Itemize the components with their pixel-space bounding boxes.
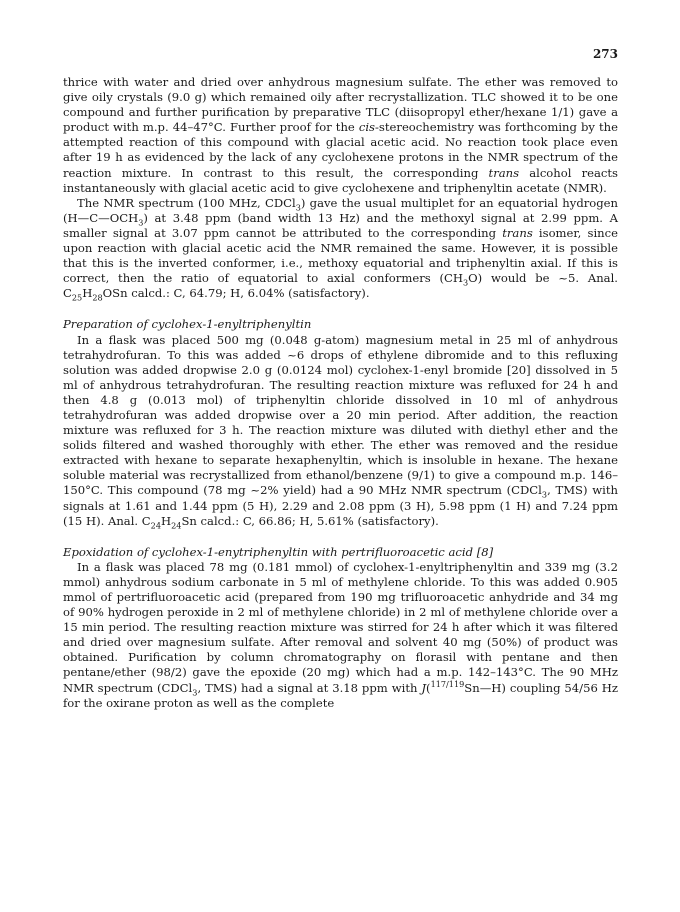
paragraph-nmr-spectrum: The NMR spectrum (100 MHz, CDCl$_3$) gave the usual multiplet for an equatorial hydrogen $(H—C—OCH_3)$ at 3.48 ppm (band width 13 Hz) and the methoxyl signal at 2.99 ppm. A smaller signal at 3.07 ppm cannot be attributed to the corresponding trans isomer, since upon reaction with glacial acetic acid the NMR remained the same. However, it is possible that this is the inverted conformer, i.e., methoxy equatorial and triphenyltin axial. If this is correct, then the ratio of equatorial to axial conformers $(CH_3O)$ would be ~5. Anal. $C_{25}H_{28}OSn$ calcd.: C, 64.79; H, 6.04% (satisfactory).: [63, 195, 619, 303]
paragraph-continued: thrice with water and dried over anhydrous magnesium sulfate. The ether was removed to give oily crystals (9.0 g) which remained oily after recrystallization. TLC showed it to be one compound and further purification by preparative TLC (diisopropyl ether/hexane 1/1) gave a product with m.p. 44–47°C. Further proof for the cis-stereochemistry was forthcoming by the attempted reaction of this compound with glacial acetic acid. No reaction took place even after 19 h as evidenced by the lack of any cyclohexene protons in the NMR spectrum of the reaction mixture. In contrast to this result, the corresponding trans alcohol reacts instantaneously with glacial acetic acid to give cyclohexene and triphenyltin acetate (NMR).: [63, 75, 618, 195]
paragraph-epoxidation: In a flask was placed 78 mg (0.181 mmol) of cyclohex-1-enyltriphenyltin and 339 mg (3.2 mmol) anhydrous sodium carbonate in 5 ml of methylene chloride. To this was added 0.905 mmol of pertrifluoroacetic acid (prepared from 190 mg trifluoroacetic anhydride and 34 mg of 90% hydrogen peroxide in 2 ml of methylene chloride) in 2 ml of methylene chloride over a 15 min period. The resulting reaction mixture was stirred for 24 h after which it was filtered and dried over magnesium sulfate. After removal and solvent 40 mg (50%) of product was obtained. Purification by column chromatography on florasil with pentane and then pentane/ether (98/2) gave the epoxide (20 mg) which had a m.p. 142–143°C. The 90 MHz NMR spectrum (CDCl$_3$, TMS) had a signal at 3.18 ppm with J($^{117/119}$Sn—H) coupling 54/56 Hz for the oxirane proton as well as the complete: [63, 559, 618, 710]
page-number: 273: [592, 47, 618, 61]
paragraph-preparation: In a flask was placed 500 mg (0.048 g-atom) magnesium metal in 25 ml of anhydrous tetrahydrofuran. To this was added ~6 drops of ethylene dibromide and to this refluxing solution was added dropwise 2.0 g (0.0124 mol) cyclohex-1-enyl bromide [20] dissolved in 5 ml of anhydrous tetrahydrofuran. The resulting reaction mixture was refluxed for 24 h and then 4.8 g (0.013 mol) of triphenyltin chloride dissolved in 10 ml of anhydrous tetrahydrofuran was added dropwise over a 20 min period. After addition, the reaction mixture was refluxed for 3 h. The reaction mixture was diluted with diethyl ether and the solids filtered and washed thoroughly with ether. The ether was removed and the residue extracted with hexane to separate hexaphenyltin, which is insoluble in hexane. The hexane soluble material was recrystallized from ethanol/benzene (9/1) to give a compound m.p. 146–150°C. This compound (78 mg ~2% yield) had a 90 MHz NMR spectrum (CDCl$_3$, TMS) with signals at 1.61 and 1.44 ppm (5 H), 2.29 and 2.08 ppm (3 H), 5.98 ppm (1 H) and 7.24 ppm (15 H). Anal. $C_{24}H_{24}Sn$ calcd.: C, 66.86; H, 5.61% (satisfactory).: [63, 332, 618, 530]
section-heading-preparation: Preparation of cyclohex-1-enyltriphenyltin: [63, 317, 312, 332]
article-body: [63, 75, 618, 711]
section-heading-epoxidation: Epoxidation of cyclohex-1-enytriphenyltin with pertrifluoroacetic acid [8]: [63, 544, 494, 559]
